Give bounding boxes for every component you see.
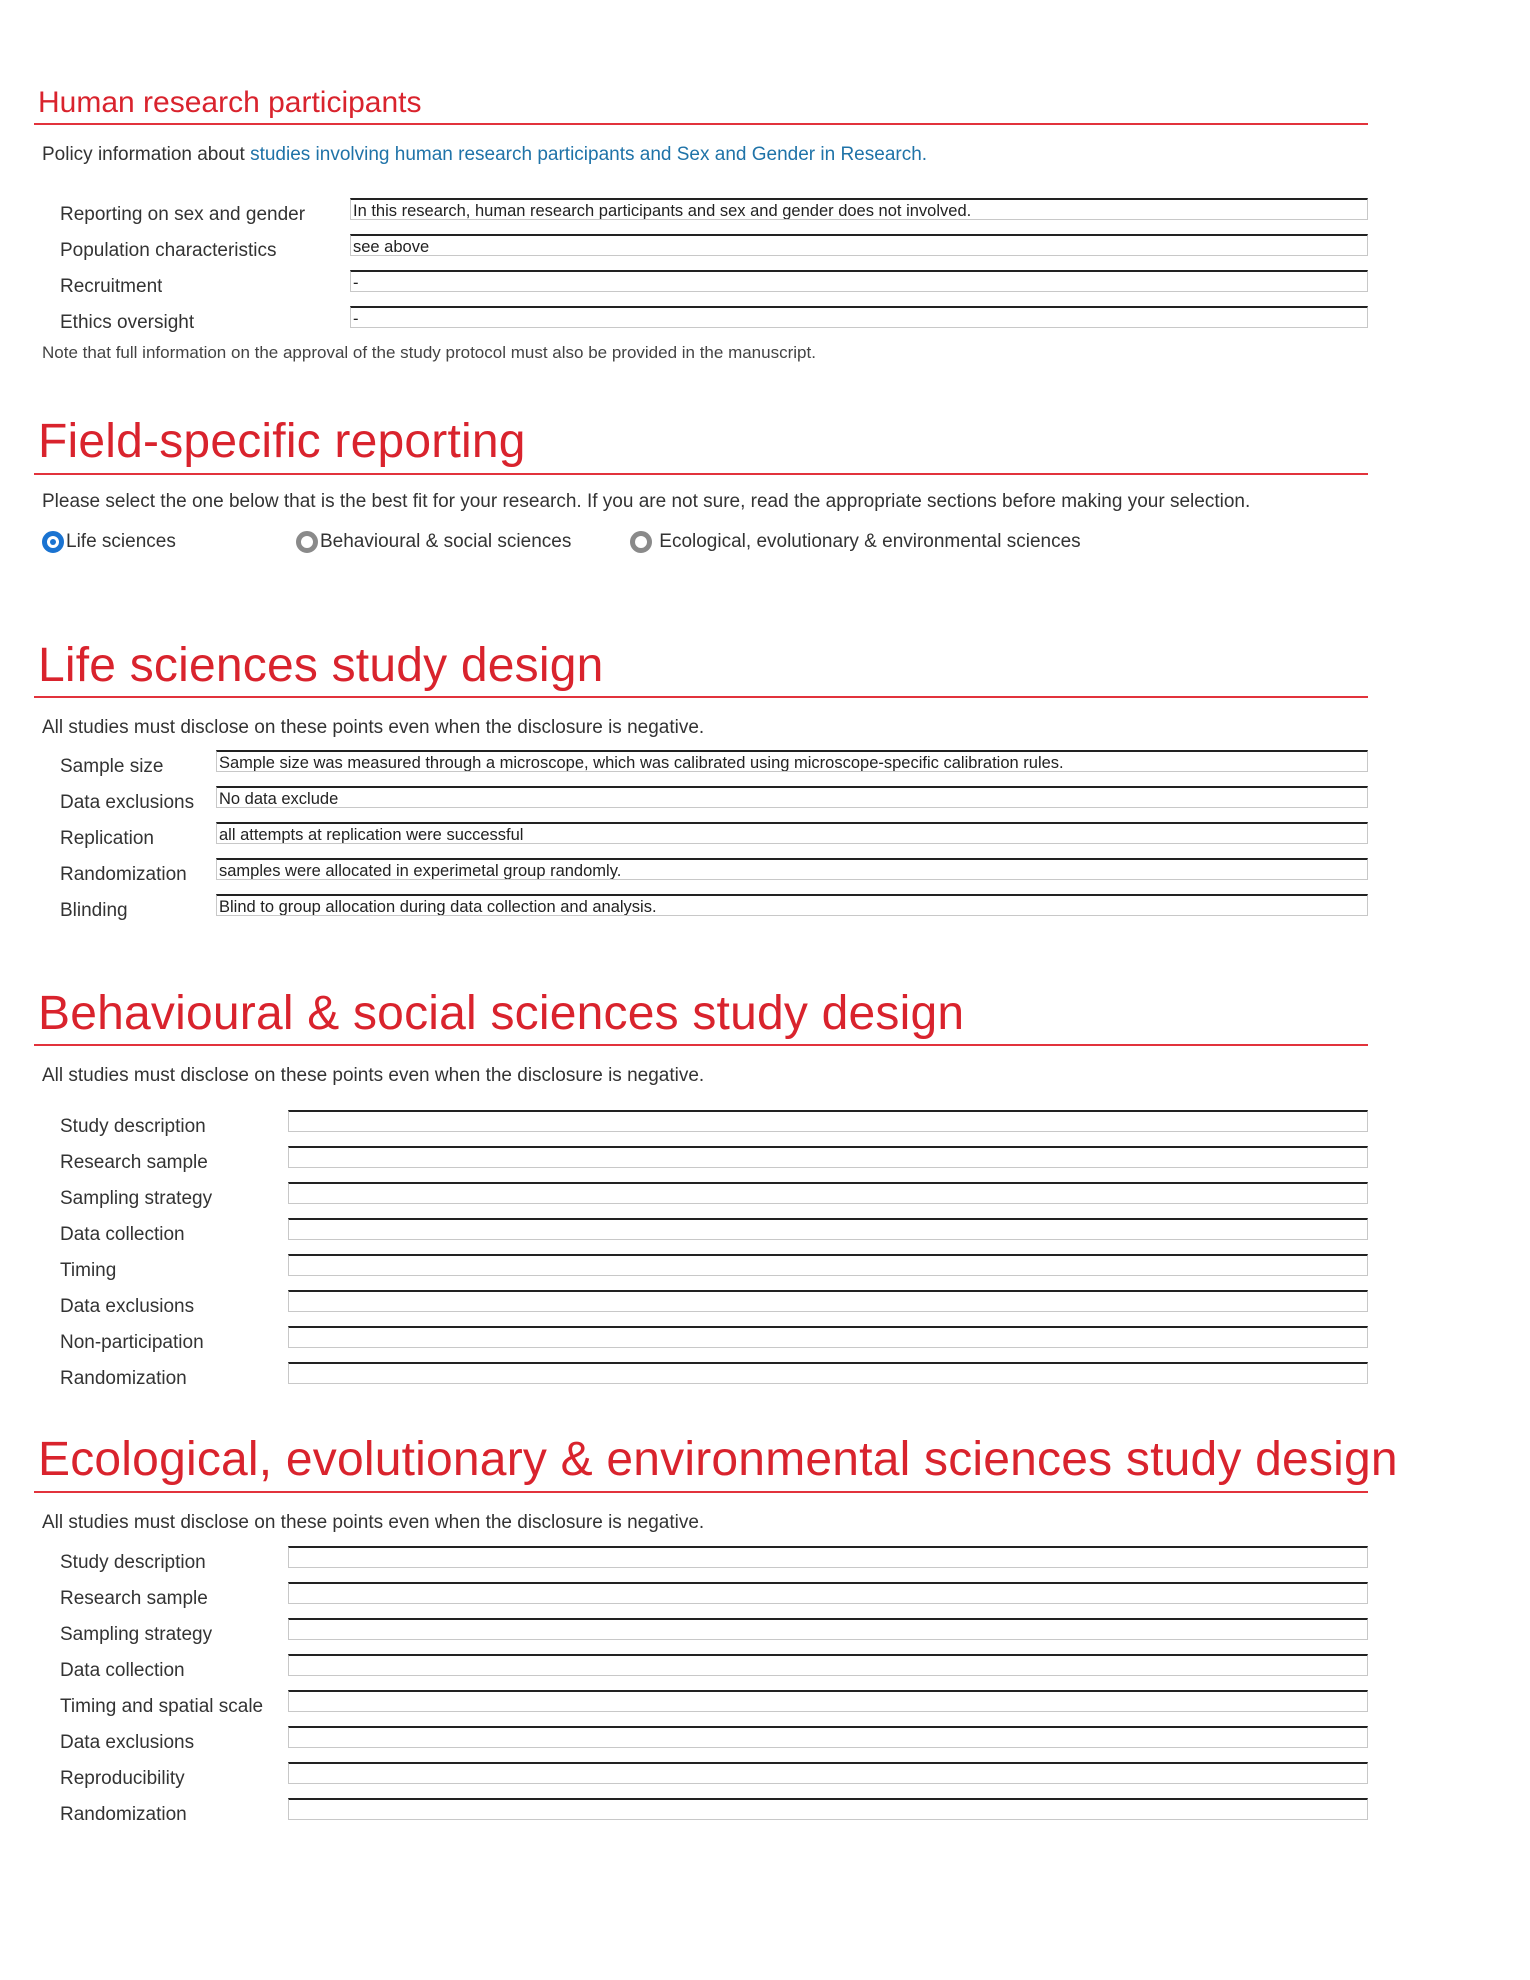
row-label-recruitment: Recruitment xyxy=(60,276,163,296)
row-label-sampling-strategy: Sampling strategy xyxy=(60,1624,213,1644)
field-study-description[interactable] xyxy=(288,1546,1368,1568)
radio-label-life: Life sciences xyxy=(66,531,176,552)
row-label-sex-gender: Reporting on sex and gender xyxy=(60,204,306,224)
eco-section-rule xyxy=(34,1491,1368,1493)
field-randomization[interactable]: samples were allocated in experimetal group randomly. xyxy=(216,858,1368,880)
row-label-study-description: Study description xyxy=(60,1116,206,1136)
field-section-title: Field-specific reporting xyxy=(38,415,526,468)
field-reproducibility[interactable] xyxy=(288,1762,1368,1784)
field-ethics[interactable]: - xyxy=(350,306,1368,328)
field-research-sample[interactable] xyxy=(288,1146,1368,1168)
radio-behavioural-sciences[interactable] xyxy=(296,531,571,553)
radio-label-behavioural: Behavioural & social sciences xyxy=(320,531,572,552)
row-label-timing: Timing xyxy=(60,1260,117,1280)
field-section-rule xyxy=(34,473,1368,475)
row-label-data-collection: Data collection xyxy=(60,1660,185,1680)
radio-unselected-icon xyxy=(630,531,652,553)
row-label-data-collection: Data collection xyxy=(60,1224,185,1244)
field-data-exclusions[interactable] xyxy=(288,1290,1368,1312)
radio-unselected-icon xyxy=(296,531,318,553)
row-label-reproducibility: Reproducibility xyxy=(60,1768,185,1788)
field-sampling-strategy[interactable] xyxy=(288,1618,1368,1640)
radio-life-sciences[interactable] xyxy=(42,531,176,553)
behav-section-title: Behavioural & social sciences study design xyxy=(38,987,965,1040)
row-label-research-sample: Research sample xyxy=(60,1588,208,1608)
row-label-replication: Replication xyxy=(60,828,154,848)
row-label-randomization: Randomization xyxy=(60,864,187,884)
field-data-exclusions[interactable]: No data exclude xyxy=(216,786,1368,808)
field-timing-spatial-scale[interactable] xyxy=(288,1690,1368,1712)
field-instruction: Please select the one below that is the best fit for your research. If you are not sure, read the appropriate sections before making your selection. xyxy=(42,491,1251,512)
row-label-sample-size: Sample size xyxy=(60,756,164,776)
eco-intro: All studies must disclose on these points even when the disclosure is negative. xyxy=(42,1512,705,1533)
row-label-population: Population characteristics xyxy=(60,240,277,260)
behav-intro: All studies must disclose on these points even when the disclosure is negative. xyxy=(42,1065,705,1086)
field-data-collection[interactable] xyxy=(288,1654,1368,1676)
row-label-research-sample: Research sample xyxy=(60,1152,208,1172)
radio-selected-icon xyxy=(42,531,64,553)
human-policy-text xyxy=(42,144,927,166)
field-research-sample[interactable] xyxy=(288,1582,1368,1604)
field-sampling-strategy[interactable] xyxy=(288,1182,1368,1204)
field-randomization[interactable] xyxy=(288,1362,1368,1384)
field-sample-size[interactable]: Sample size was measured through a microscope, which was calibrated using microscope-specific calibration rules. xyxy=(216,750,1368,772)
life-section-title: Life sciences study design xyxy=(38,639,604,692)
field-study-description[interactable] xyxy=(288,1110,1368,1132)
row-label-randomization: Randomization xyxy=(60,1368,187,1388)
row-label-timing-spatial-scale: Timing and spatial scale xyxy=(60,1696,264,1716)
eco-section-title: Ecological, evolutionary & environmental sciences study design xyxy=(38,1433,1398,1486)
row-label-sampling-strategy: Sampling strategy xyxy=(60,1188,213,1208)
human-note: Note that full information on the approval of the study protocol must also be provided in the manuscript. xyxy=(42,343,816,362)
field-replication[interactable]: all attempts at replication were successful xyxy=(216,822,1368,844)
human-section-title: Human research participants xyxy=(38,86,422,119)
radio-ecological-sciences[interactable] xyxy=(630,531,1081,553)
field-data-exclusions[interactable] xyxy=(288,1726,1368,1748)
field-non-participation[interactable] xyxy=(288,1326,1368,1348)
row-label-data-exclusions: Data exclusions xyxy=(60,792,195,812)
row-label-data-exclusions: Data exclusions xyxy=(60,1296,195,1316)
field-population[interactable]: see above xyxy=(350,234,1368,256)
field-sex-gender[interactable]: In this research, human research participants and sex and gender does not involved. xyxy=(350,198,1368,220)
field-blinding[interactable]: Blind to group allocation during data collection and analysis. xyxy=(216,894,1368,916)
row-label-non-participation: Non-participation xyxy=(60,1332,204,1352)
policy-prefix: Policy information about xyxy=(42,144,251,165)
field-timing[interactable] xyxy=(288,1254,1368,1276)
radio-label-ecological: Ecological, evolutionary & environmental sciences xyxy=(654,531,1081,552)
field-recruitment[interactable]: - xyxy=(350,270,1368,292)
row-label-study-description: Study description xyxy=(60,1552,206,1572)
field-randomization[interactable] xyxy=(288,1798,1368,1820)
behav-section-rule xyxy=(34,1044,1368,1046)
life-intro: All studies must disclose on these points even when the disclosure is negative. xyxy=(42,717,705,738)
field-data-collection[interactable] xyxy=(288,1218,1368,1240)
policy-link[interactable]: studies involving human research participants and Sex and Gender in Research. xyxy=(250,144,928,165)
row-label-randomization: Randomization xyxy=(60,1804,187,1824)
row-label-ethics: Ethics oversight xyxy=(60,312,195,332)
row-label-blinding: Blinding xyxy=(60,900,128,920)
row-label-data-exclusions: Data exclusions xyxy=(60,1732,195,1752)
life-section-rule xyxy=(34,696,1368,698)
human-section-rule xyxy=(34,123,1368,125)
